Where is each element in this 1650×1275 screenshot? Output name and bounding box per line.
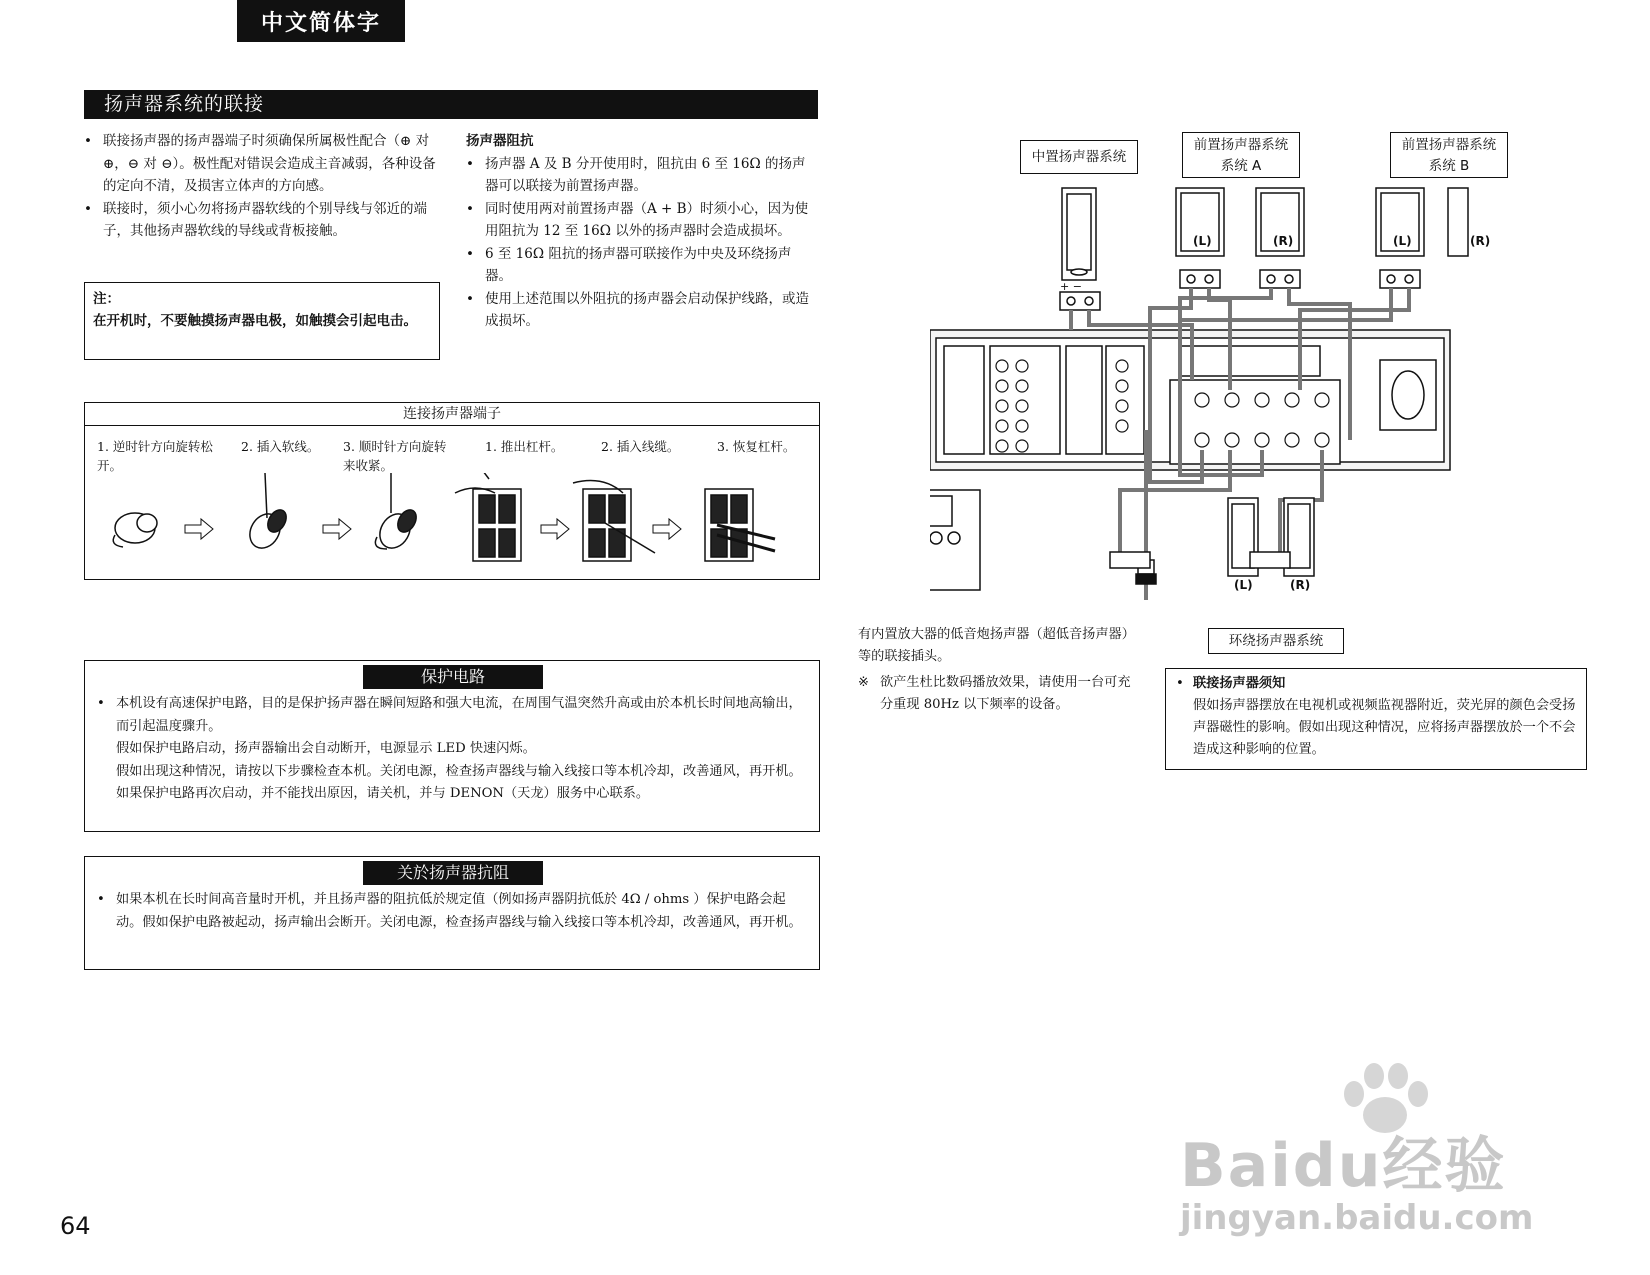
screw-step-3: 3. 顺时针方向旋转来收紧。 [343,439,447,473]
subwoofer-note [858,624,1138,716]
tv-notice-title: 联接扬声器须知 [1193,676,1286,691]
impedance-bullet: • 使用上述范围以外阻抗的扬声器会启动保护线路，或造成损坏。 [466,288,818,333]
terminal-illustrations [85,473,819,579]
asterisk-mark: ※ [858,675,870,690]
subwoofer-remark: 欲产生杜比数码播放效果，请使用一台可充分重现 80Hz 以下频率的设备。 [880,675,1131,712]
front-a-left-mark: (L) [1193,234,1212,248]
impedance-bullet: • 扬声器 A 及 B 分开使用时，阻抗由 6 至 16Ω 的扬声器可以联接为前置扬声器。 [466,153,818,198]
protection-line: 本机设有高速保护电路，目的是保护扬声器在瞬间短路和强大电流，在周围气温突然升高或由於本机长时间地高输出，而引起温度骤升。 [116,696,802,734]
subwoofer-icon [930,490,980,590]
protection-line: 如果保护电路再次启动，并不能找出原因，请关机，并与 DENON（天龙）服务中心联系。 [116,786,650,801]
front-b-left-mark: (L) [1393,234,1412,248]
note-label: 注： [93,291,120,307]
impedance-notice-title: 关於扬声器抗阻 [363,861,543,885]
binding-post-icon [244,473,290,554]
binding-post-icon [374,473,420,554]
intro-bullet: • 联接扬声器的扬声器端子时须确保所属极性配合（⊕ 对 ⊕，⊖ 对 ⊖）。极性配对错误会造成主音减弱，各种设备的定向不清，及损害立体声的方向感。 [84,130,440,198]
section-title: 扬声器系统的联接 [84,90,818,119]
screw-step-1: 1. 逆时针方向旋转松开。 [97,439,213,473]
tv-notice-box: • 联接扬声器须知 假如扬声器摆放在电视机或视频监视器附近，荧光屏的颜色会受扬声器磁性的影响。假如出现这种情况，应将扬声器摆放於一个不会造成这种影响的位置。 [1165,668,1587,770]
protection-line: 假如出现这种情况，请按以下步骤检查本机。关闭电源，检查扬声器线与输入线接口等本机冷却，改善通风，再开机。 [116,763,802,779]
baidu-watermark [1180,1060,1580,1240]
protection-line: 假如保护电路启动，扬声器输出会自动断开，电源显示 LED 快速闪烁。 [116,741,536,756]
lever-step-3: 3. 恢复杠杆。 [717,439,796,454]
center-speaker-label: 中置扬声器系统 [1020,140,1138,174]
protection-title: 保护电路 [363,665,543,689]
terminals-title: 连接扬声器端子 [85,403,819,426]
watermark-brand: Baidu经验 [1180,1131,1507,1201]
front-a-right-mark: (R) [1273,234,1294,248]
watermark-url: jingyan.baidu.com [1180,1198,1534,1238]
arrow-right-icon [185,519,213,539]
surround-speaker-label: 环绕扬声器系统 [1208,628,1344,654]
impedance-bullet: • 6 至 16Ω 阻抗的扬声器可联接作为中央及环绕扬声器。 [466,243,818,288]
lever-step-1: 1. 推出杠杆。 [485,439,564,454]
arrow-right-icon [323,519,351,539]
front-b-right-speaker-icon [1448,188,1468,256]
impedance-notice-box: 关於扬声器抗阻 • 如果本机在长时间高音量时开机，并且扬声器的阻抗低於规定值（例如扬声器阴抗低於 4Ω / ohms ）保护电路会起动。假如保护电路被起动，扬声输出会断开。关闭电源，检查扬声器线与输入线接口等本机冷却，改善通风，再开机。 [84,856,820,970]
surround-left-mark: (L) [1234,578,1253,592]
impedance-title: 扬声器阻抗 [466,133,534,149]
impedance-notice-text: 如果本机在长时间高音量时开机，并且扬声器的阻抗低於规定值（例如扬声器阴抗低於 4Ω / ohms ）保护电路会起动。假如保护电路被起动，扬声输出会断开。关闭电源，检查扬声器线与输入线接口等本机冷却，改善通风，再开机。 [116,892,802,930]
arrow-right-icon [653,519,681,539]
lever-terminal-icon [573,481,655,561]
front-a-speaker-label: 前置扬声器系统 系统 A [1182,132,1300,178]
intro-bullets [84,130,440,243]
front-b-speaker-label: 前置扬声器系统 系统 B [1390,132,1508,178]
front-b-right-mark: (R) [1470,234,1491,248]
tv-notice-text: 假如扬声器摆放在电视机或视频监视器附近，荧光屏的颜色会受扬声器磁性的影响。假如出现这种情况，应将扬声器摆放於一个不会造成这种影响的位置。 [1193,698,1576,757]
note-box [84,282,440,360]
note-text: 在开机时，不要触摸扬声器电极，如触摸会引起电击。 [93,313,417,329]
lever-step-2: 2. 插入线缆。 [601,439,680,454]
lever-terminal-icon [455,473,521,561]
subwoofer-note-text: 有内置放大器的低音炮扬声器（超低音扬声器）等的联接插头。 [858,627,1135,664]
lever-terminal-icon [705,489,775,561]
center-polarity-mark: + − [1060,280,1082,293]
surround-right-mark: (R) [1290,578,1311,592]
protection-box: 保护电路 • 本机设有高速保护电路，目的是保护扬声器在瞬间短路和强大电流，在周围气温突然升高或由於本机长时间地高输出，而引起温度骤升。 假如保护电路启动，扬声器输出会自动断开，电源显示 LED 快速闪烁。 假如出现这种情况，请按以下步骤检查本机。关闭电源，检查扬声器线与输入线接口等本机冷却，改善通风，再开机。 如果保护电路再次启动，并不能找出原因，请关机，并与 DENON（天龙）服务中心联系。 [84,660,820,832]
binding-post-icon [113,513,157,547]
impedance-bullet: • 同时使用两对前置扬声器（A + B）时须小心，因为使用阻抗为 12 至 16Ω 以外的扬声器时会造成损坏。 [466,198,818,243]
language-tab: 中文简体字 [237,0,405,42]
surround-left-speaker-icon [1110,498,1258,576]
terminals-box [84,402,820,580]
arrow-right-icon [541,519,569,539]
intro-bullet: • 联接时，须小心勿将扬声器软线的个别导线与邻近的端子，其他扬声器软线的导线或背板接触。 [84,198,440,243]
impedance-section [466,130,818,333]
screw-step-2: 2. 插入软线。 [241,439,320,454]
page-number: 64 [60,1212,91,1240]
